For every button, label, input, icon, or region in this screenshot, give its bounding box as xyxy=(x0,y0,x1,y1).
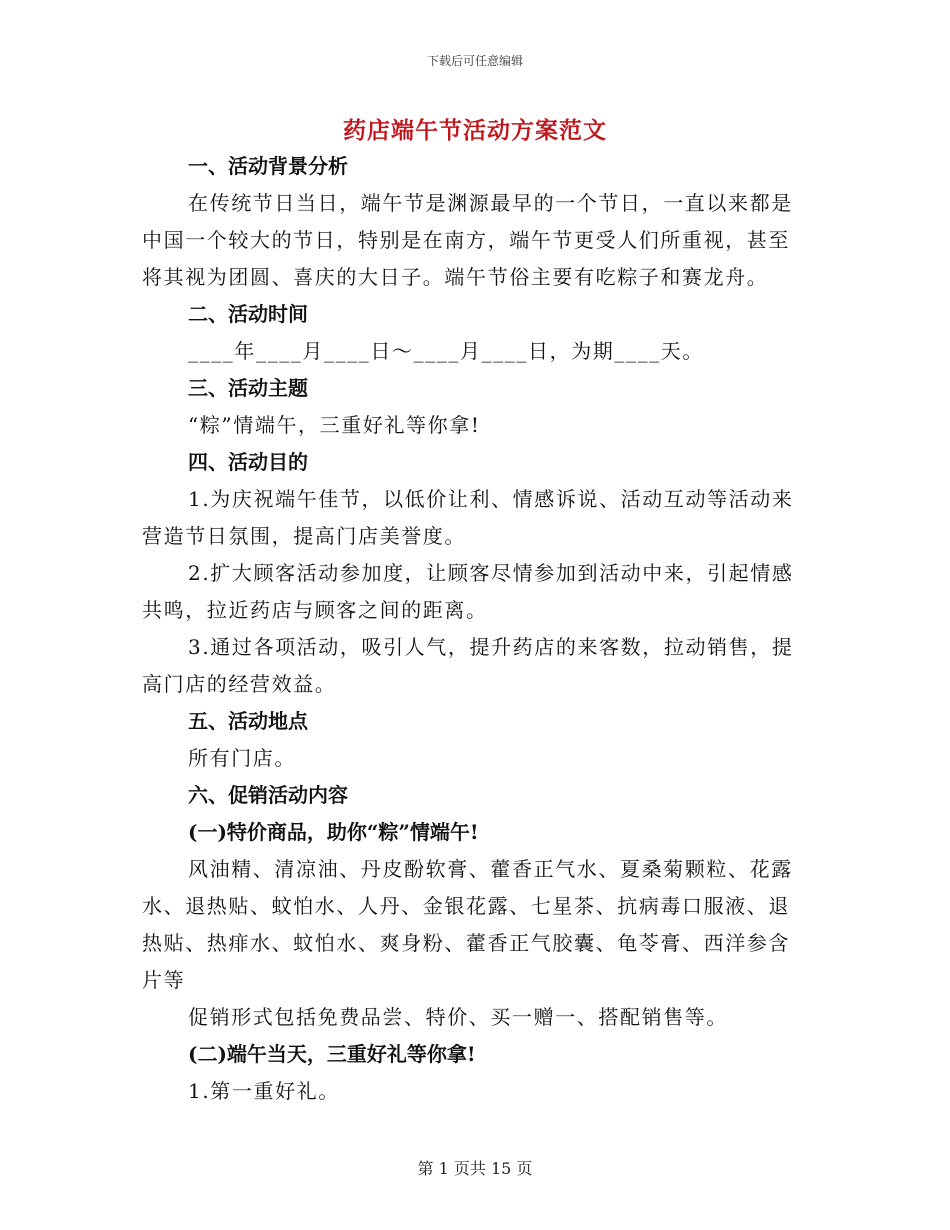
list-item: 1.第一重好礼。 xyxy=(188,1079,340,1103)
section-heading: 二、活动时间 xyxy=(188,302,308,326)
paragraph: 风油精、清凉油、丹皮酚软膏、藿香正气水、夏桑菊颗粒、花露水、退热贴、蚊怕水、人丹、金银花露、七星茶、抗病毒口服液、退热贴、热痱水、蚊怕水、爽身粉、藿香正气胶囊、龟苓膏、西洋参含片等 xyxy=(142,857,793,992)
paragraph: 在传统节日当日，端午节是渊源最早的一个节日，一直以来都是中国一个较大的节日，特别是在南方，端午节更受人们所重视，甚至将其视为团圆、喜庆的大日子。端午节俗主要有吃粽子和赛龙舟。 xyxy=(142,191,793,289)
document-title: 药店端午节活动方案范文 xyxy=(343,117,607,144)
paragraph: “粽”情端午，三重好礼等你拿! xyxy=(188,413,481,437)
page-header: 下载后可任意编辑 xyxy=(426,54,523,68)
section-heading: 四、活动目的 xyxy=(188,450,308,474)
subsection-heading: (二)端午当天，三重好礼等你拿! xyxy=(188,1042,476,1066)
section-heading: 三、活动主题 xyxy=(188,376,308,400)
page-footer: 第 1 页共 15 页 xyxy=(417,1159,533,1178)
list-item: 1.为庆祝端午佳节，以低价让利、情感诉说、活动互动等活动来营造节日氛围，提高门店美誉度。 xyxy=(142,487,794,548)
section-heading: 六、促销活动内容 xyxy=(188,783,348,807)
paragraph: ____年____月____日～____月____日，为期____天。 xyxy=(188,339,704,363)
paragraph: 所有门店。 xyxy=(188,746,296,770)
section-heading: 五、活动地点 xyxy=(188,709,308,733)
section-heading: 一、活动背景分析 xyxy=(188,154,348,178)
document-body xyxy=(142,148,802,1110)
subsection-heading: (一)特价商品，助你“粽”情端午! xyxy=(188,820,479,844)
list-item: 2.扩大顾客活动参加度，让顾客尽情参加到活动中来，引起情感共鸣，拉近药店与顾客之间的距离。 xyxy=(142,561,794,622)
paragraph: 促销形式包括免费品尝、特价、买一赠一、搭配销售等。 xyxy=(188,1005,728,1029)
list-item: 3.通过各项活动，吸引人气，提升药店的来客数，拉动销售，提高门店的经营效益。 xyxy=(142,635,794,696)
